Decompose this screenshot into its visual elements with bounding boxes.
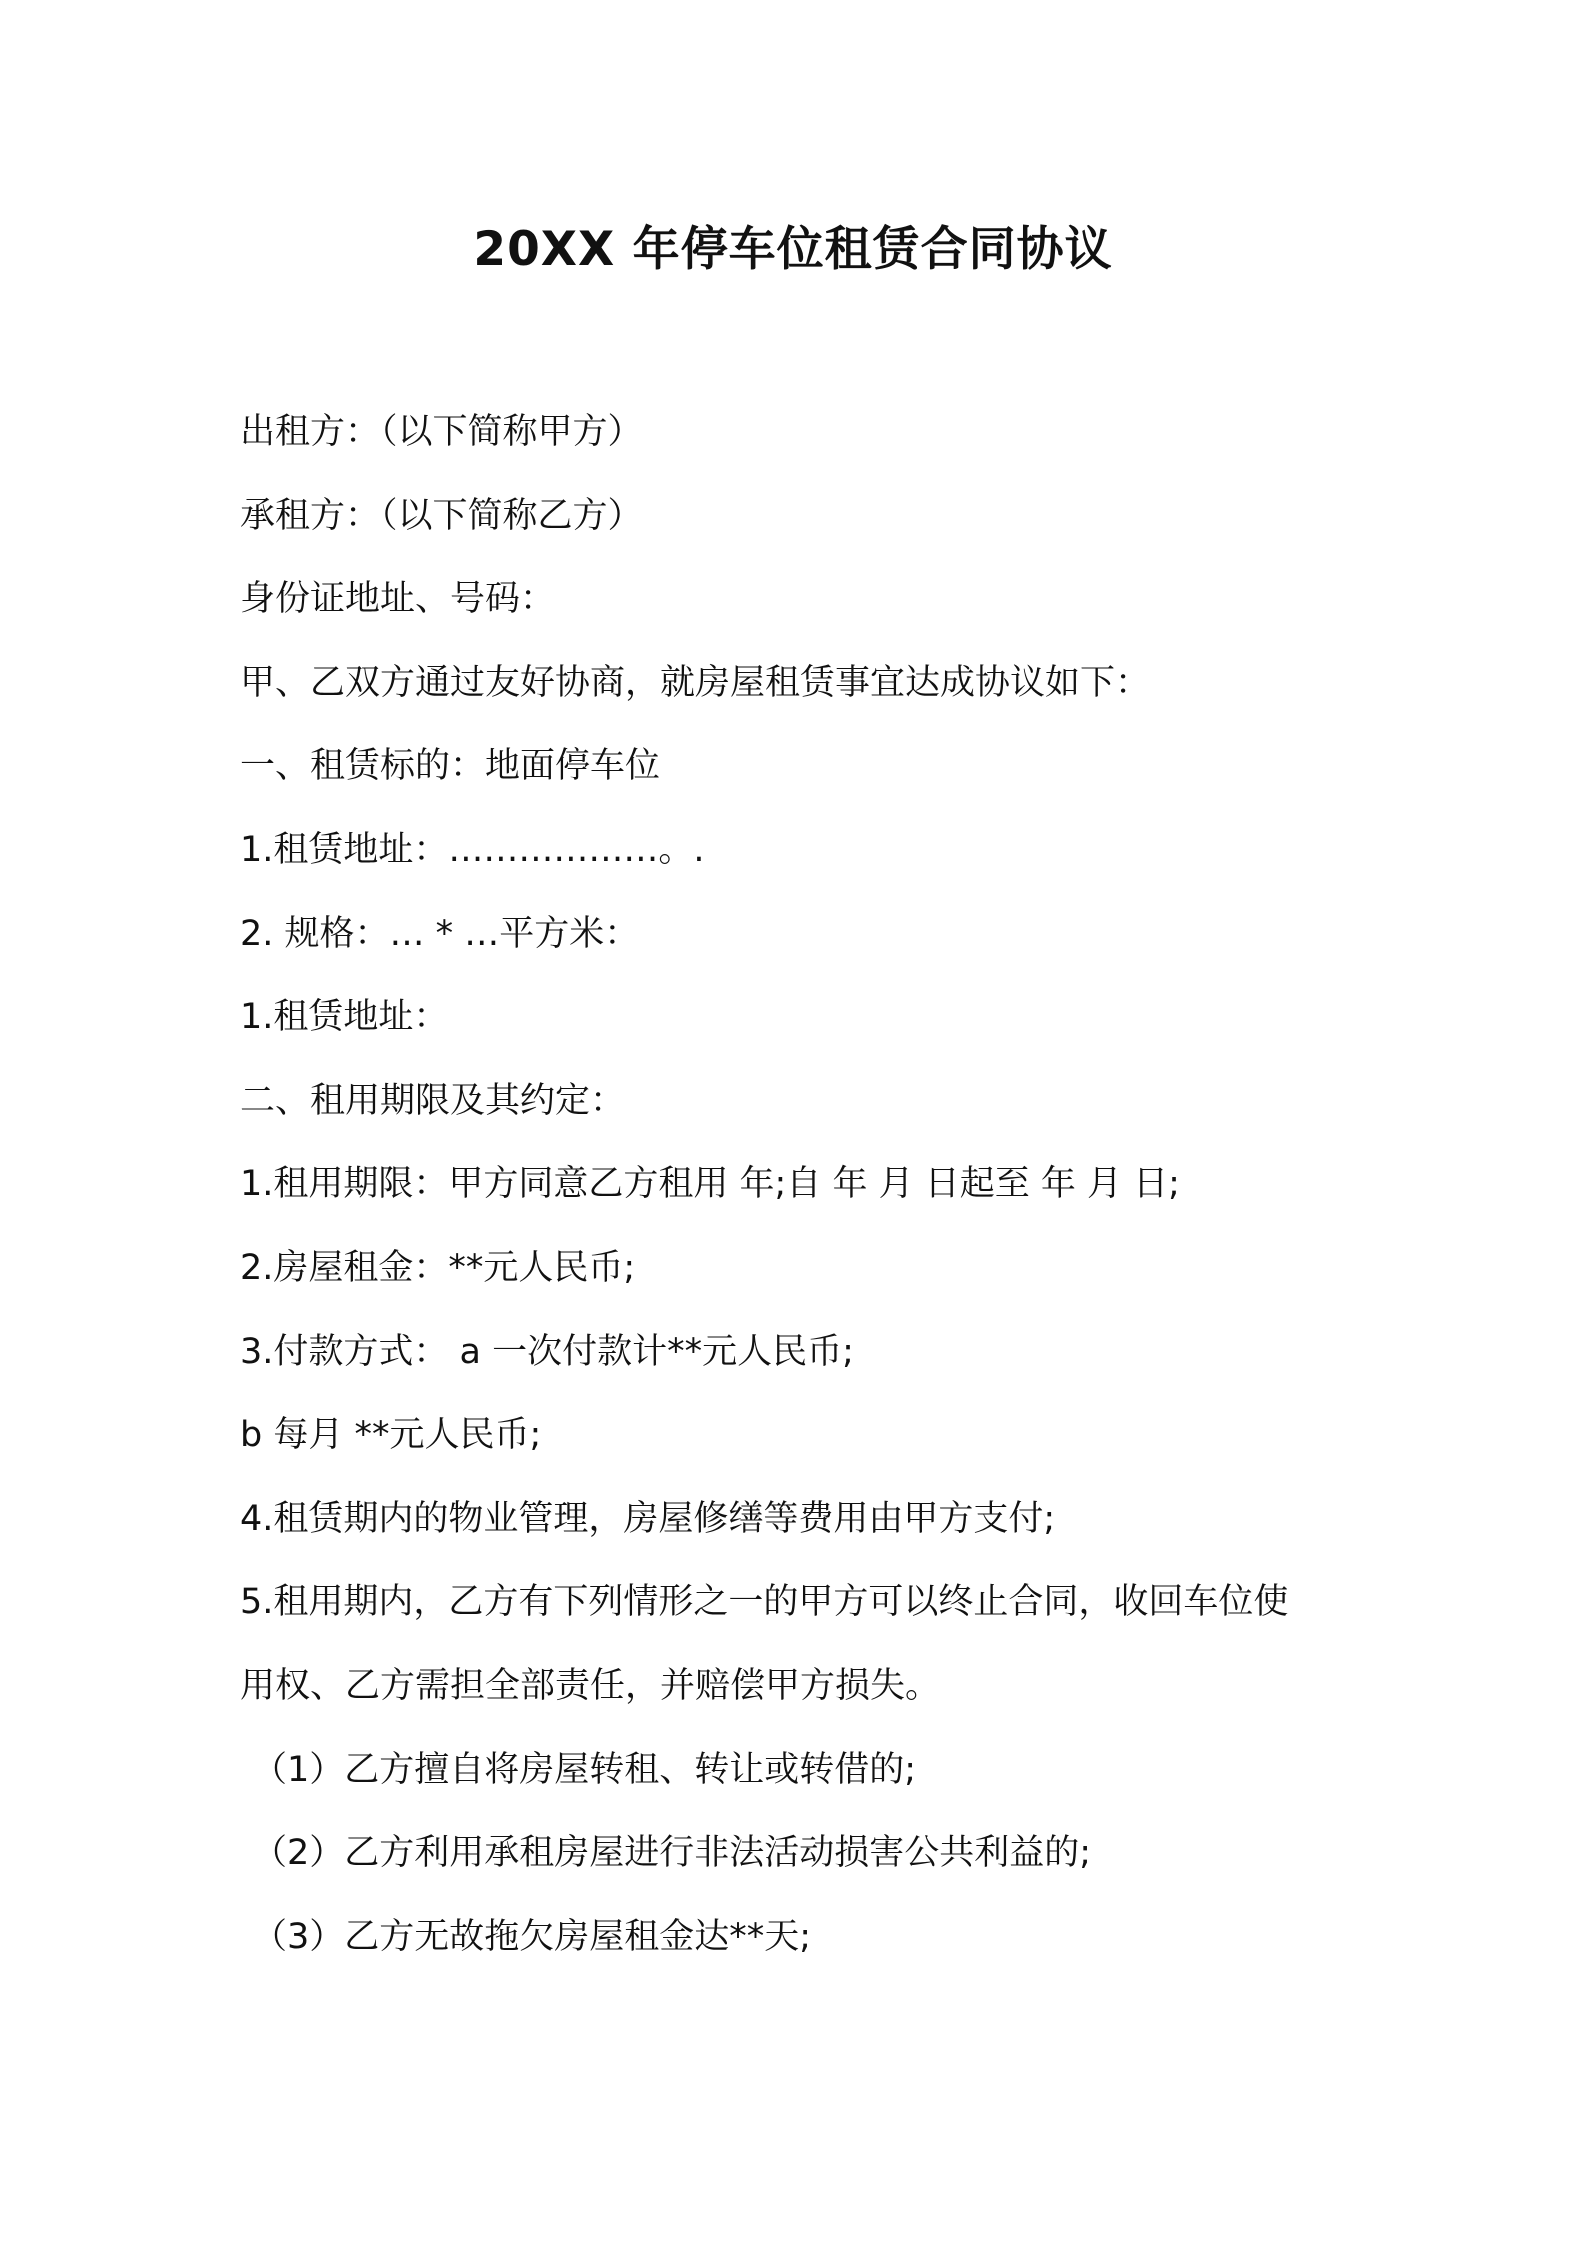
lease-address-line-2: 1.租赁地址： bbox=[240, 997, 449, 1038]
payment-method-line: 3.付款方式： a 一次付款计**元人民币; bbox=[240, 1331, 854, 1372]
termination-clause-line: 5.租用期内，乙方有下列情形之一的甲方可以终止合同，收回车位使 bbox=[240, 1582, 1289, 1623]
agreement-intro-line: 甲、乙双方通过友好协商，就房屋租赁事宜达成协议如下： bbox=[240, 662, 1151, 703]
lessee-line: 承租方：（以下简称乙方） bbox=[240, 495, 643, 536]
lessor-line: 出租方：（以下简称甲方） bbox=[240, 412, 643, 452]
condition-item-2: （2）乙方利用承租房屋进行非法活动损害公共利益的; bbox=[252, 1833, 1092, 1874]
termination-clause-continuation: 用权、乙方需担全部责任，并赔偿甲方损失。 bbox=[240, 1665, 941, 1706]
lease-term-line: 1.租用期限：甲方同意乙方租用 年;自 年 月 日起至 年 月 日; bbox=[240, 1164, 1180, 1205]
condition-item-3: （3）乙方无故拖欠房屋租金达**天; bbox=[252, 1916, 812, 1957]
section-2-heading: 二、租用期限及其约定： bbox=[240, 1080, 626, 1121]
specification-line: 2. 规格：… * …平方米： bbox=[240, 913, 640, 954]
id-address-line: 身份证地址、号码： bbox=[240, 579, 556, 620]
document-title: 20XX 年停车位租赁合同协议 bbox=[473, 222, 1113, 277]
document-body bbox=[240, 407, 1420, 1995]
condition-item-1: （1）乙方擅自将房屋转租、转让或转借的; bbox=[252, 1749, 917, 1790]
lease-address-line: 1.租赁地址：………………。. bbox=[240, 829, 705, 870]
property-management-line: 4.租赁期内的物业管理，房屋修缮等费用由甲方支付; bbox=[240, 1498, 1056, 1539]
monthly-payment-line: b 每月 **元人民币; bbox=[240, 1415, 542, 1456]
rent-line: 2.房屋租金：**元人民币; bbox=[240, 1247, 636, 1288]
section-1-heading: 一、租赁标的：地面停车位 bbox=[240, 746, 661, 787]
